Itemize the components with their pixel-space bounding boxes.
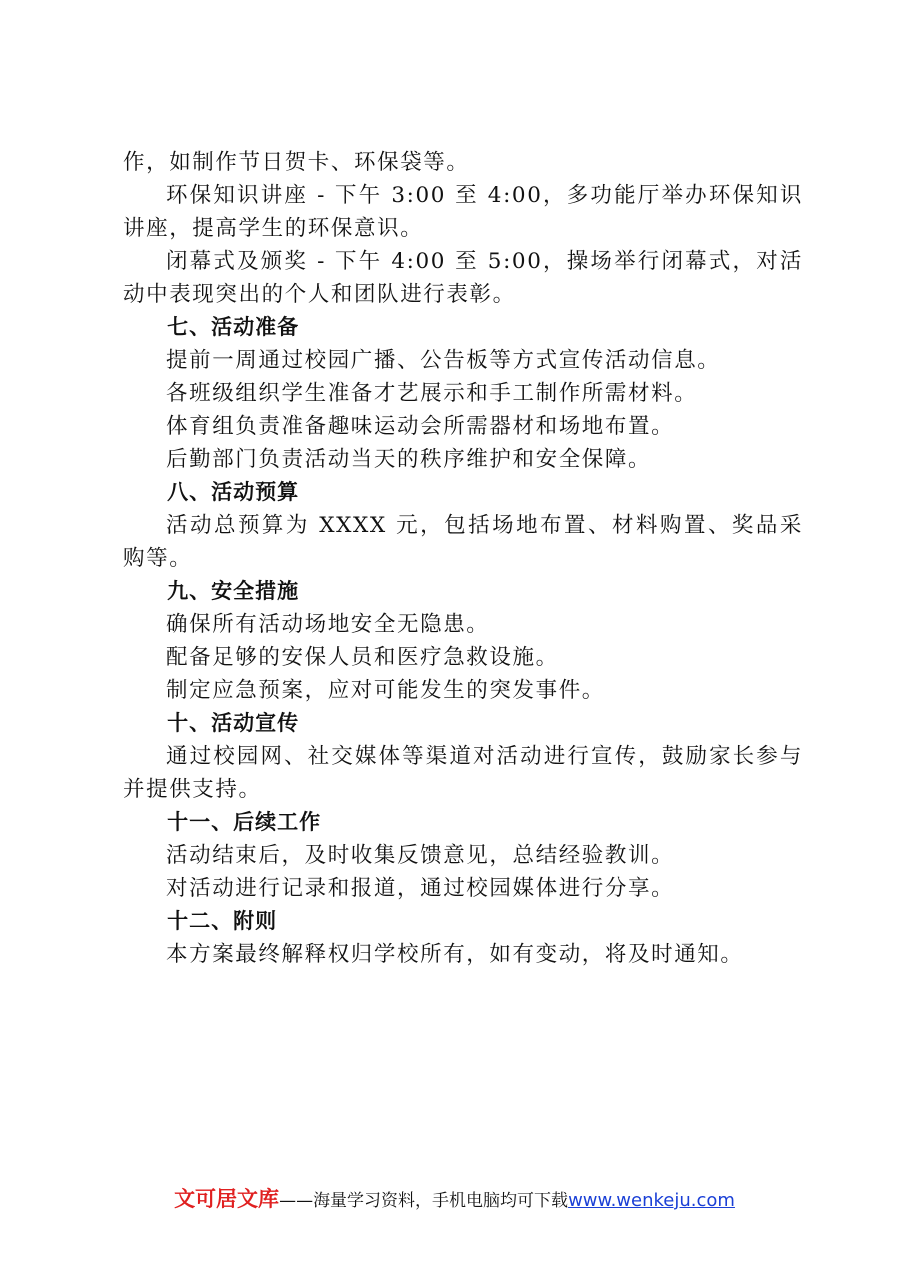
paragraph: 体育组负责准备趣味运动会所需器材和场地布置。 xyxy=(166,414,675,439)
section-heading: 八、活动预算 xyxy=(167,480,300,504)
paragraph: 环保知识讲座 - 下午 3:00 至 4:00，多功能厅举办环保知识讲座，提高学生的环保意识。 xyxy=(123,183,803,241)
paragraph: 各班级组织学生准备才艺展示和手工制作所需材料。 xyxy=(166,381,698,406)
section-heading: 七、活动准备 xyxy=(167,315,300,339)
section-heading: 十一、后续工作 xyxy=(167,810,322,834)
section-heading: 九、安全措施 xyxy=(167,579,300,603)
footer-tagline: ——海量学习资料，手机电脑均可下载 xyxy=(279,1191,569,1211)
paragraph: 作，如制作节日贺卡、环保袋等。 xyxy=(123,150,470,175)
footer-brand: 文可居文库 xyxy=(174,1187,280,1211)
paragraph: 本方案最终解释权归学校所有，如有变动，将及时通知。 xyxy=(166,942,744,967)
section-heading: 十、活动宣传 xyxy=(167,711,300,735)
paragraph: 活动结束后，及时收集反馈意见，总结经验教训。 xyxy=(166,843,675,868)
document-body xyxy=(123,146,803,971)
paragraph: 活动总预算为 XXXX 元，包括场地布置、材料购置、奖品采购等。 xyxy=(123,513,803,571)
paragraph: 闭幕式及颁奖 - 下午 4:00 至 5:00，操场举行闭幕式，对活动中表现突出的个人和团队进行表彰。 xyxy=(123,249,803,307)
paragraph: 配备足够的安保人员和医疗急救设施。 xyxy=(166,645,559,670)
paragraph: 对活动进行记录和报道，通过校园媒体进行分享。 xyxy=(166,876,675,901)
paragraph: 制定应急预案，应对可能发生的突发事件。 xyxy=(166,678,605,703)
paragraph: 提前一周通过校园广播、公告板等方式宣传活动信息。 xyxy=(166,348,721,373)
footer-bar xyxy=(0,1183,909,1213)
paragraph: 后勤部门负责活动当天的秩序维护和安全保障。 xyxy=(166,447,652,472)
section-heading: 十二、附则 xyxy=(167,909,278,933)
paragraph: 通过校园网、社交媒体等渠道对活动进行宣传，鼓励家长参与并提供支持。 xyxy=(123,744,803,802)
paragraph: 确保所有活动场地安全无隐患。 xyxy=(166,612,490,637)
footer-website-link[interactable]: www.wenkeju.com xyxy=(568,1190,735,1211)
